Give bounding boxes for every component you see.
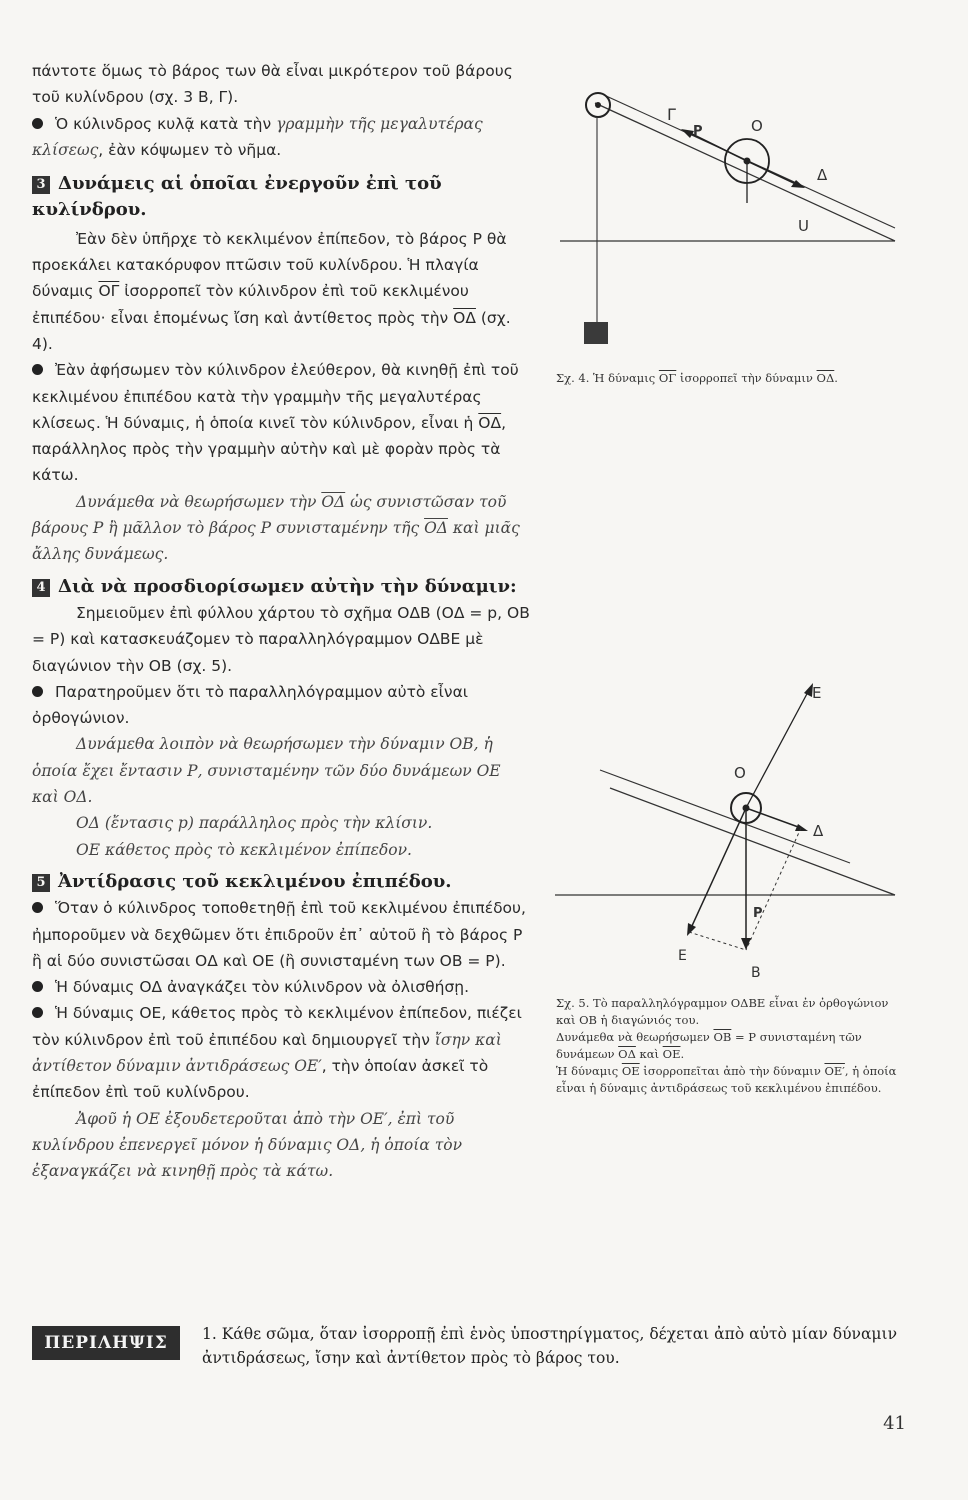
- figure-4-caption: Σχ. 4. Ἡ δύναμις $\overline{O\Gamma}$ ἰσορροπεῖ τὴν δύναμιν $\overline{O\Delta}$.: [556, 371, 838, 385]
- summary-text: 1. Κάθε σῶμα, ὅταν ἰσορροπῇ ἐπὶ ἑνὸς ὑποστηρίγματος, δέχεται ἀπὸ αὐτὸ μίαν δύναμιν ἀντιδράσεως, ἴσην καὶ ἀντίθετον πρὸς τὸ βάρος του.: [202, 1325, 897, 1367]
- paragraph: Ὁ κύλινδρος κυλᾷ κατὰ τὴν γραμμὴν τῆς μεγαλυτέρας κλίσεως, ἐὰν κόψωμεν τὸ νῆμα.: [32, 114, 483, 159]
- section-heading-3: 3 Δυνάμεις αἱ ὁποῖαι ἐνεργοῦν ἐπὶ τοῦ κυλίνδρου.: [32, 173, 442, 221]
- paragraph: Σημειοῦμεν ἐπὶ φύλλου χάρτου τὸ σχῆμα ΟΔΒ (ΟΔ = p, ΟΒ = Ρ) καὶ κατασκευάζομεν τὸ παραλληλόγραμμον ΟΔΒΕ μὲ διαγώνιον τὴν ΟΒ (σχ. 5).: [32, 603, 530, 675]
- summary-tag: ΠΕΡΙΛΗΨΙΣ: [32, 1326, 180, 1360]
- label-e-bottom: E: [678, 948, 687, 964]
- label-gamma: Γ: [667, 105, 676, 124]
- bullet-icon: [32, 1007, 43, 1018]
- page-number: 41: [883, 1413, 906, 1434]
- paragraph: Ἡ δύναμις ΟΕ, κάθετος πρὸς τὸ κεκλιμένον ἐπίπεδον, πιέζει τὸν κύλινδρον ἐπὶ τοῦ ἐπιπέδου καὶ δημιουργεῖ τὴν ἴσην καὶ ἀντίθετον δύναμιν ἀντιδράσεως ΟΕ′, τὴν ὁποίαν ἀσκεῖ τὸ ἐπίπεδον ἐπὶ τοῦ κυλίνδρου.: [32, 1004, 522, 1102]
- label-e-top: E: [812, 684, 822, 702]
- label-o: O: [734, 764, 746, 782]
- paragraph: ΟΔ (ἔντασις p) παράλληλος πρὸς τὴν κλίσιν.: [76, 814, 433, 833]
- paragraph: πάντοτε ὅμως τὸ βάρος των θὰ εἶναι μικρότερον τοῦ βάρους τοῦ κυλίνδρου (σχ. 3 Β, Γ).: [32, 62, 513, 107]
- section-heading-5: 5 Ἀντίδρασις τοῦ κεκλιμένου ἐπιπέδου.: [32, 869, 532, 895]
- figure-4-diagram: [560, 58, 920, 358]
- paragraph: Ἡ δύναμις ΟΔ ἀναγκάζει τὸν κύλινδρον νὰ ὀλισθήσῃ.: [32, 974, 532, 1000]
- bullet-icon: [32, 364, 43, 375]
- label-b: B: [751, 965, 761, 981]
- bullet-icon: [32, 118, 43, 129]
- section-number: 4: [32, 579, 50, 597]
- bullet-icon: [32, 981, 43, 992]
- paragraph: Δυνάμεθα νὰ θεωρήσωμεν τὴν $\overline{O\Delta}$ ὡς συνιστῶσαν τοῦ βάρους Ρ ἢ μᾶλλον τὸ βάρος Ρ συνισταμένην τῆς $\overline{O\Delta}$ καὶ μιᾶς ἄλλης δυνάμεως.: [32, 492, 520, 564]
- paragraph: Ὅταν ὁ κύλινδρος τοποθετηθῇ ἐπὶ τοῦ κεκλιμένου ἐπιπέδου, ἠμποροῦμεν νὰ δεχθῶμεν ὅτι ἐπιδροῦν ἐπ᾽ αὐτοῦ ἢ τὸ βάρος Ρ ἢ αἱ δύο συνιστῶσαι ΟΔ καὶ ΟΕ (ἢ συνισταμένη των ΟΒ = Ρ).: [32, 899, 526, 970]
- label-p: P: [753, 906, 763, 921]
- section-number: 3: [32, 176, 50, 194]
- label-delta: Δ: [817, 166, 828, 184]
- section-number: 5: [32, 874, 50, 892]
- label-delta: Δ: [813, 822, 824, 840]
- label-u: U: [798, 217, 809, 235]
- paragraph: Ἐὰν ἀφήσωμεν τὸν κύλινδρον ἐλεύθερον, θὰ κινηθῇ ἐπὶ τοῦ κεκλιμένου ἐπιπέδου κατὰ τὴν γραμμὴν τῆς μεγαλυτέρας κλίσεως. Ἡ δύναμις, ἡ ὁποία κινεῖ τὸν κύλινδρον, εἶναι ἡ $\overline{O\Delta}$, παράλληλος πρὸς τὴν γραμμὴν αὐτὴν καὶ μὲ φορὰν πρὸς τὰ κάτω.: [32, 361, 519, 485]
- label-p: Ρ: [693, 124, 703, 139]
- figure-5-caption: Σχ. 5. Τὸ παραλληλόγραμμον ΟΔΒΕ εἶναι ἐν ὀρθογώνιον καὶ ΟΒ ἡ διαγώνιός του. Δυνάμεθα νὰ θεωρήσωμεν $\overline{OB} = P$ συνισταμένη τῶν δυνάμεων $\overline{O\Delta}$ καὶ $\overline{OE}$. Ἡ δύναμις $\overline{OE}$ ἰσορροπεῖται ἀπὸ τὴν δύναμιν ΟΕ′, ἡ ὁποία εἶναι ἡ δύναμις ἀντιδράσεως τοῦ κεκλιμένου ἐπιπέδου.: [556, 996, 897, 1095]
- paragraph: Παρατηροῦμεν ὅτι τὸ παραλληλόγραμμον αὐτὸ εἶναι ὀρθογώνιον.: [32, 682, 469, 728]
- label-o: Ο: [751, 117, 763, 135]
- section-heading-4: 4 Διὰ νὰ προσδιορίσωμεν αὐτὴν τὴν δύναμιν:: [32, 574, 532, 600]
- paragraph: ΟΕ κάθετος πρὸς τὸ κεκλιμένον ἐπίπεδον.: [76, 840, 412, 859]
- paragraph: Δυνάμεθα λοιπὸν νὰ θεωρήσωμεν τὴν δύναμιν ΟΒ, ἡ ὁποία ἔχει ἔντασιν Ρ, συνισταμένην τῶν δύο δυνάμεων ΟΕ καὶ ΟΔ.: [32, 735, 501, 807]
- paragraph: Ἀφοῦ ἡ ΟΕ ἐξουδετεροῦται ἀπὸ τὴν ΟΕ′, ἐπὶ τοῦ κυλίνδρου ἐπενεργεῖ μόνον ἡ δύναμις ΟΔ, ἡ ὁποία τὸν ἐξαναγκάζει νὰ κινηθῇ πρὸς τὰ κάτω.: [32, 1109, 463, 1181]
- bullet-icon: [32, 902, 43, 913]
- main-text-column: [32, 58, 532, 1184]
- paragraph: Ἐὰν δὲν ὑπῆρχε τὸ κεκλιμένον ἐπίπεδον, τὸ βάρος Ρ θὰ προεκάλει κατακόρυφον πτῶσιν τοῦ κυλίνδρου. Ἡ πλαγία δύναμις $\overline{O\Gamma}$ ἰσορροπεῖ τὸν κύλινδρον ἐπὶ τοῦ κεκλιμένου ἐπιπέδου· εἶναι ἑπομένως ἴση καὶ ἀντίθετος πρὸς τὴν $\overline{O\Delta}$ (σχ. 4).: [32, 229, 511, 353]
- bullet-icon: [32, 686, 43, 697]
- figure-5-diagram: [555, 670, 915, 990]
